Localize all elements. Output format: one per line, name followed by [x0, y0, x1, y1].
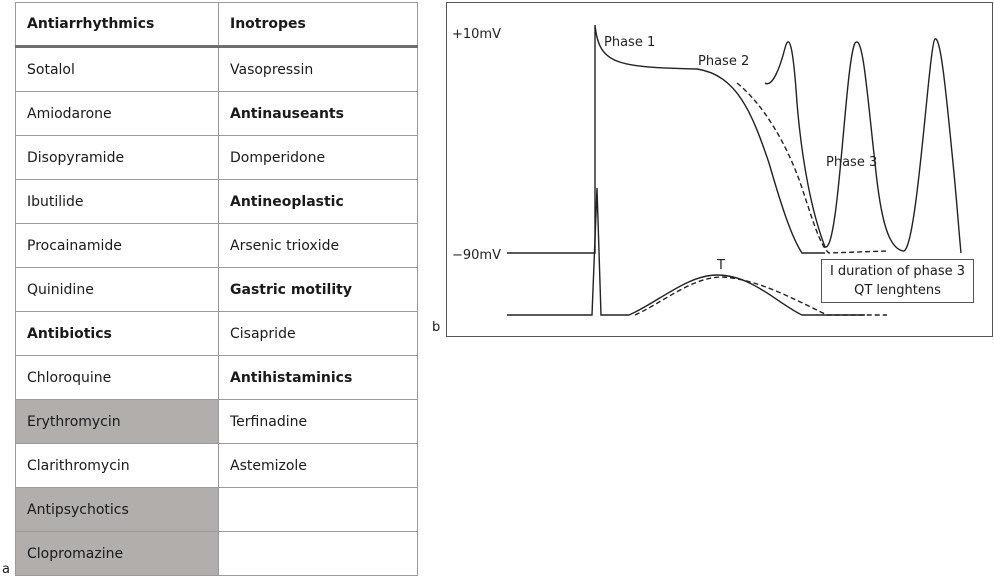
panel-label-a: a: [2, 562, 10, 577]
table-cell: Ibutilide: [16, 180, 219, 224]
table-header-row: [16, 3, 418, 47]
category-antibiotics: Antibiotics: [16, 312, 219, 356]
afterdepolarization-oscillations: [765, 39, 961, 253]
table-cell: Vasopressin: [219, 47, 418, 92]
label-plus-10mv: +10mV: [452, 27, 501, 42]
table-cell: Domperidone: [219, 136, 418, 180]
table-row: [16, 224, 418, 268]
header-antiarrhythmics: Antiarrhythmics: [16, 3, 219, 47]
table-cell: Disopyramide: [16, 136, 219, 180]
table-row: [16, 532, 418, 576]
table-cell-empty: [219, 532, 418, 576]
table-row: [16, 356, 418, 400]
table-row: [16, 488, 418, 532]
label-phase-1: Phase 1: [604, 35, 656, 50]
table-cell: Arsenic trioxide: [219, 224, 418, 268]
table-cell: Procainamide: [16, 224, 219, 268]
category-antinauseants: Antinauseants: [219, 92, 418, 136]
table-cell: Astemizole: [219, 444, 418, 488]
table-row: [16, 136, 418, 180]
table-cell: Quinidine: [16, 268, 219, 312]
table-row: [16, 180, 418, 224]
table-cell-shaded: Clopromazine: [16, 532, 219, 576]
label-t-wave: T: [717, 258, 725, 273]
action-potential-normal: [507, 25, 825, 253]
phase3-note-box: [821, 259, 974, 303]
table-cell-shaded: Erythromycin: [16, 400, 219, 444]
table-cell-shaded: Antipsychotics: [16, 488, 219, 532]
table-row: [16, 268, 418, 312]
table-row: [16, 47, 418, 92]
label-phase-3: Phase 3: [826, 155, 878, 170]
table-cell: Chloroquine: [16, 356, 219, 400]
table-cell: Terfinadine: [219, 400, 418, 444]
label-minus-90mv: −90mV: [452, 248, 501, 263]
note-line-1: I duration of phase 3: [829, 264, 966, 279]
category-antineoplastic: Antineoplastic: [219, 180, 418, 224]
ecg-trace-normal: [507, 188, 865, 315]
qt-drug-table: [15, 2, 418, 576]
table-cell-empty: [219, 488, 418, 532]
category-antihistaminics: Antihistaminics: [219, 356, 418, 400]
table-cell: Sotalol: [16, 47, 219, 92]
panel-label-b: b: [432, 320, 441, 335]
category-gastric-motility: Gastric motility: [219, 268, 418, 312]
table-cell: Cisapride: [219, 312, 418, 356]
table-cell: Clarithromycin: [16, 444, 219, 488]
header-inotropes: Inotropes: [219, 3, 418, 47]
table-cell: Amiodarone: [16, 92, 219, 136]
table-row: [16, 312, 418, 356]
label-phase-2: Phase 2: [698, 54, 750, 69]
table-row: [16, 444, 418, 488]
note-line-2: QT lenghtens: [854, 283, 941, 298]
table-row: [16, 92, 418, 136]
action-potential-diagram: [446, 2, 993, 337]
table-row: [16, 400, 418, 444]
